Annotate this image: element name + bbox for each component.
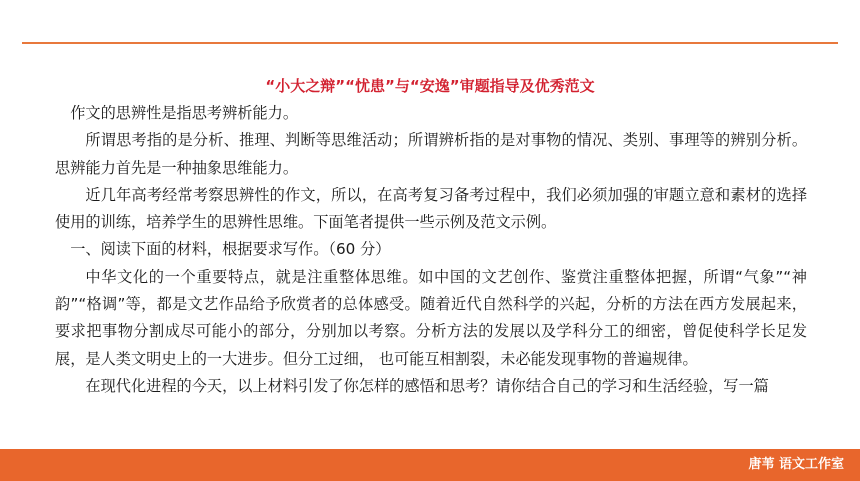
header-divider — [22, 42, 838, 44]
paragraph-material: 中华文化的一个重要特点，就是注重整体思维。如中国的文艺创作、鉴赏注重整体把握，所谓“气象”“神韵”“格调”等，都是文艺作品给予欣赏者的总体感受。随着近代自然科学的兴起，分析的方法在西方发展起来，要求把事物分割成尽可能小的部分，分别加以考察。分析方法的发展以及学科分工的细密，曾促使科学长足发展，是人类文明史上的一大进步。但分工过细， 也可能互相割裂，未必能发现事物的普遍规律。 — [55, 267, 807, 368]
document-body — [55, 100, 807, 400]
paragraph-definition: 所谓思考指的是分析、推理、判断等思维活动；所谓辨析指的是对事物的情况、类别、事理等的辨别分析。思辨能力首先是一种抽象思维能力。 — [55, 131, 807, 177]
paragraph-background: 近几年高考经常考察思辨性的作文，所以，在高考复习备考过程中，我们必须加强的审题立意和素材的选择使用的训练，培养学生的思辨性思维。下面笔者提供一些示例及范文示例。 — [55, 185, 807, 232]
paragraph-intro: 作文的思辨性是指思考辨析能力。 — [70, 104, 298, 122]
footer-bar — [0, 449, 860, 481]
document-title: “小大之辩”“忧患”与“安逸”审题指导及优秀范文 — [265, 77, 595, 95]
paragraph-question-heading: 一、阅读下面的材料，根据要求写作。（60 分） — [70, 240, 391, 259]
paragraph-prompt: 在现代化进程的今天，以上材料引发了你怎样的感悟和思考？请你结合自己的学习和生活经验，写一篇 — [85, 376, 769, 395]
footer-brand: 唐苇 语文工作室 — [748, 457, 844, 472]
